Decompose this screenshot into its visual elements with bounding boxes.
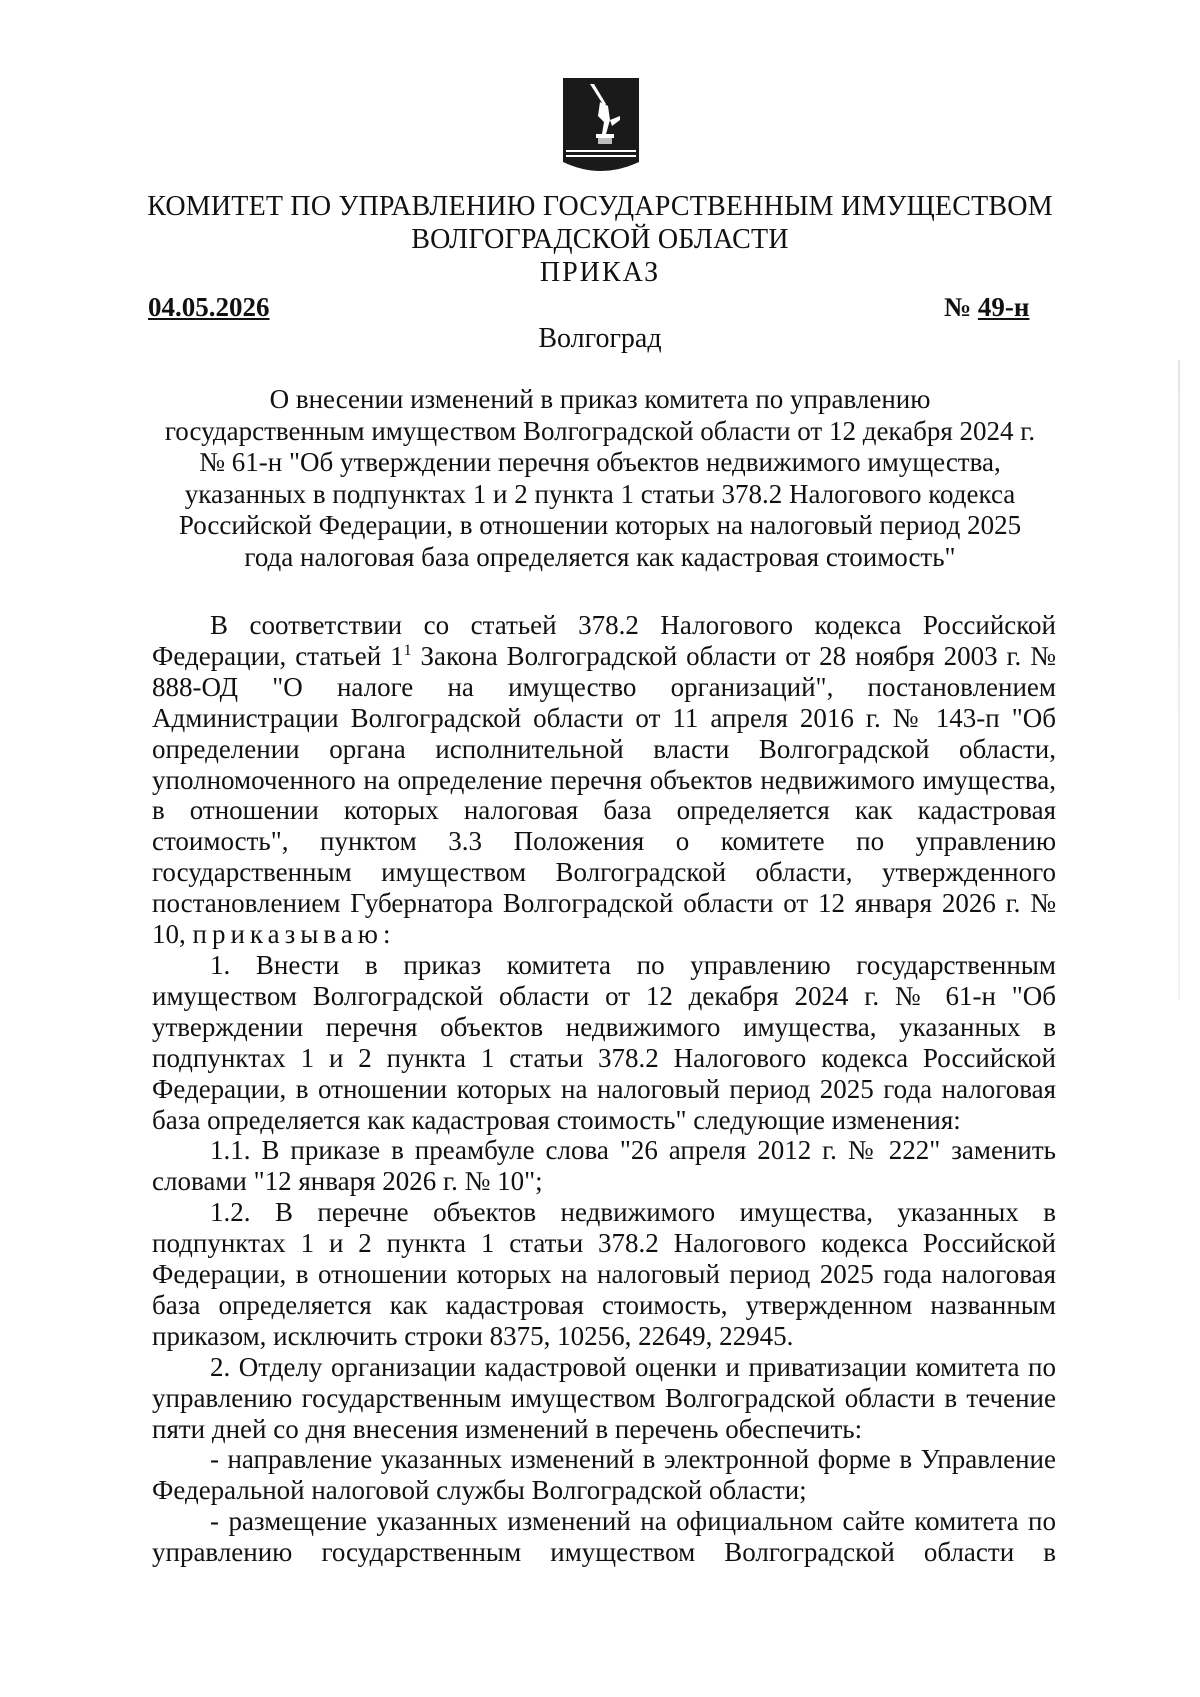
- order-body: [152, 610, 1056, 1568]
- subject-line: указанных в подпунктах 1 и 2 пункта 1 статьи 378.2 Налогового кодекса: [184, 478, 1016, 509]
- document-type: ПРИКАЗ: [539, 257, 661, 288]
- preamble-paragraph: [152, 610, 1056, 950]
- order-date: [148, 290, 270, 324]
- subject-line: № 61-н "Об утверждении перечня объектов недвижимого имущества,: [199, 447, 1001, 477]
- item-2-dash-1: - направление указанных изменений в электронной форме в Управление Федеральной налоговой службы Волгоградской области;: [152, 1444, 1056, 1506]
- preamble-text-a: В соответствии со статьей 378.2 Налогового кодекса Российской Федерации, статьей 1: [152, 610, 1056, 671]
- order-word: приказываю:: [192, 919, 396, 950]
- committee-name-line-1: КОМИТЕТ ПО УПРАВЛЕНИЮ ГОСУДАРСТВЕННЫМ ИМУЩЕСТВОМ: [147, 191, 1053, 222]
- subject-line: Российской Федерации, в отношении которых на налоговый период 2025: [178, 510, 1022, 540]
- item-1-2: 1.2. В перечне объектов недвижимого имущества, указанных в подпунктах 1 и 2 пункта 1 статьи 378.2 Налогового кодекса Российской Федерации, в отношении которых на налоговый период 2025 года налоговая база определяется как кадастровая стоимость, утвержденном названным приказом, исключить строки 8375, 10256, 22649, 22945.: [152, 1197, 1056, 1351]
- subject-line: О внесении изменений в приказ комитета по управлению: [269, 384, 931, 414]
- item-1-1: 1.1. В приказе в преамбуле слова "26 апреля 2012 г. № 222" заменить словами "12 января 2026 г. № 10";: [152, 1135, 1056, 1197]
- order-number-prefix: №: [944, 292, 972, 322]
- city-name: Волгоград: [538, 323, 662, 354]
- order-date-value: 04.05.2026: [148, 292, 270, 322]
- subject-line: государственным имуществом Волгоградской области от 12 декабря 2024 г.: [164, 415, 1036, 446]
- committee-name-line-2: ВОЛГОГРАДСКОЙ ОБЛАСТИ: [411, 224, 789, 255]
- preamble-text-b: Закона Волгоградской области от 28 ноября 2003 г. № 888-ОД "О налоге на имущество организаций", постановлением Администрации Волгоградской области от 11 апреля 2016 г. № 143-п "Об определении органа исполнительной власти Волгоградской области, уполномоченного на определение перечня объектов недвижимого имущества, в отношении которых налоговая база определяется как кадастровая стоимость", пунктом 3.3 Положения о комитете по управлению государственным имуществом Волгоградской области, утвержденного постановлением Губернатора Волгоградской области от 12 января 2026 г. № 10,: [152, 640, 1056, 950]
- order-subject: [140, 384, 1060, 573]
- coat-of-arms-icon: [560, 76, 642, 176]
- order-number: [944, 290, 1029, 324]
- preamble-superscript: 1: [403, 641, 412, 659]
- item-2: 2. Отделу организации кадастровой оценки и приватизации комитета по управлению государственным имуществом Волгоградской области в течение пяти дней со дня внесения изменений в перечень обеспечить:: [152, 1351, 1056, 1444]
- volgograd-coat-of-arms-icon: [560, 76, 642, 176]
- item-2-dash-2: - размещение указанных изменений на официальном сайте комитета по управлению государственным имуществом Волгоградской области в: [152, 1506, 1056, 1568]
- subject-line: года налоговая база определяется как кадастровая стоимость": [244, 541, 956, 572]
- order-number-value: 49-н: [977, 292, 1030, 322]
- item-1: 1. Внести в приказ комитета по управлению государственным имуществом Волгоградской области от 12 декабря 2024 г. № 61-н "Об утверждении перечня объектов недвижимого имущества, указанных в подпунктах 1 и 2 пункта 1 статьи 378.2 Налогового кодекса Российской Федерации, в отношении которых на налоговый период 2025 года налоговая база определяется как кадастровая стоимость" следующие изменения:: [152, 949, 1056, 1135]
- scan-edge-shadow: [1178, 360, 1180, 1000]
